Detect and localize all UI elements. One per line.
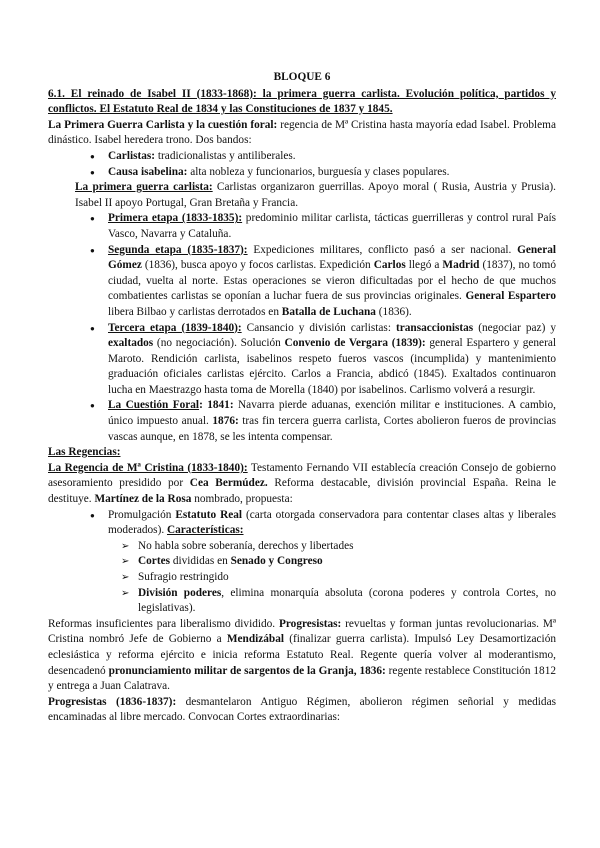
paragraph-progresistas: Progresistas (1836-1837): desmantelaron Antiguo Régimen, abolieron régimen señorial y medidas encaminadas al libre mercado. Convocan Cortes extraordinarias: xyxy=(48,695,556,724)
list-item: ➢ División poderes, elimina monarquía absoluta (corona poderes y controla Cortes, no legislativas). xyxy=(48,586,556,617)
etapas-list xyxy=(48,211,556,445)
document-title: BLOQUE 6 xyxy=(273,71,331,83)
estatuto-list xyxy=(48,508,556,539)
list-item: ➢ No habla sobre soberanía, derechos y libertades xyxy=(48,539,556,555)
list-item-cuestion-foral: ● La Cuestión Foral: 1841: Navarra pierde aduanas, exención militar e instituciones. A cambio, único impuesto anual. 1876: tras fin tercera guerra carlista, Cortes abolieron fueros de provincias vascas aunque, en 1878, se les intenta compensar. xyxy=(48,398,556,445)
paragraph-primera-guerra-carlista: La primera guerra carlista: Carlistas organizaron guerrillas. Apoyo moral ( Rusia, Austria y Prusia). Isabel II apoyo Portugal, Gran Bretaña y Francia. xyxy=(75,181,556,209)
paragraph-primera-guerra-cuestion-foral: La Primera Guerra Carlista y la cuestión foral: regencia de Mª Cristina hasta mayoría edad Isabel. Problema dinástico. Isabel heredera trono. Dos bandos: xyxy=(48,118,556,147)
caracteristicas-list xyxy=(48,539,556,617)
list-item: ➢ Sufragio restringido xyxy=(48,570,556,586)
list-item: ➢ Cortes divididas en Senado y Congreso xyxy=(48,554,556,570)
list-item-primera-etapa: ● Primera etapa (1833-1835): predominio militar carlista, tácticas guerrilleras y control rural País Vasco, Navarra y Cataluña. xyxy=(48,211,556,242)
section-heading: 6.1. El reinado de Isabel II (1833-1868): la primera guerra carlista. Evolución política, partidos y conflictos. El Estatuto Real de 1834 y las Constituciones de 1837 y 1845. xyxy=(48,87,556,116)
list-item: ● Causa isabelina: alta nobleza y funcionarios, burguesía y clases populares. xyxy=(48,165,556,181)
list-item: ● Carlistas: tradicionalistas y antiliberales. xyxy=(48,149,556,165)
list-item-segunda-etapa: ● Segunda etapa (1835-1837): Expediciones militares, conflicto pasó a ser nacional. General Gómez (1836), busca apoyo y focos carlistas. Expedición Carlos llegó a Madrid (1837), no tomó ciudad, vuelta al norte. Estas operaciones se vieron dificultadas por el hecho de que muchos combatientes carlistas se oponían a luchar fuera de sus provincias originales. General Espartero libera Bilbao y carlistas derrotados en Batalla de Luchana (1836). xyxy=(48,243,556,321)
bandos-list xyxy=(48,149,556,180)
paragraph-reformas: Reformas insuficientes para liberalismo dividido. Progresistas: revueltas y forman juntas revolucionarias. Mª Cristina nombró Jefe de Gobierno a Mendizábal (finalizar guerra carlista). Impulsó Ley Desamortización eclesiástica y reforma ejército e inicia reforma Estatuto Real. Regente quería volver al moderantismo, desencadenó pronunciamiento militar de sargentos de la Granja, 1836: regente restablece Constitución 1812 y entrega a Juan Calatrava. xyxy=(48,617,556,693)
list-item-tercera-etapa: ● Tercera etapa (1839-1840): Cansancio y división carlistas: transaccionistas (negociar paz) y exaltados (no negociación). Solución Convenio de Vergara (1839): general Espartero y general Maroto. Rendición carlista, isabelinos respeto fueros vascos (incumplida) y mantenimiento graduación oficiales carlistas ejército. Carlos a Francia, abdicó (1845). Exaltados continuaron lucha en Maestrazgo hasta toma de Morella (1840) por isabelinos. Carlismo volverá a resurgir. xyxy=(48,321,556,399)
paragraph-regencia-cristina: La Regencia de Mª Cristina (1833-1840): Testamento Fernando VII establecía creación Consejo de gobierno asesoramiento presidido por Cea Bermúdez. Reforma destacable, división provincial España. Reina le destituye. Martínez de la Rosa nombrado, propuesta: xyxy=(48,461,557,506)
list-item-estatuto-real: ● Promulgación Estatuto Real (carta otorgada conservadora para contentar clases altas y liberales moderados). Características: xyxy=(48,508,556,539)
regencias-heading: Las Regencias: xyxy=(48,446,121,459)
